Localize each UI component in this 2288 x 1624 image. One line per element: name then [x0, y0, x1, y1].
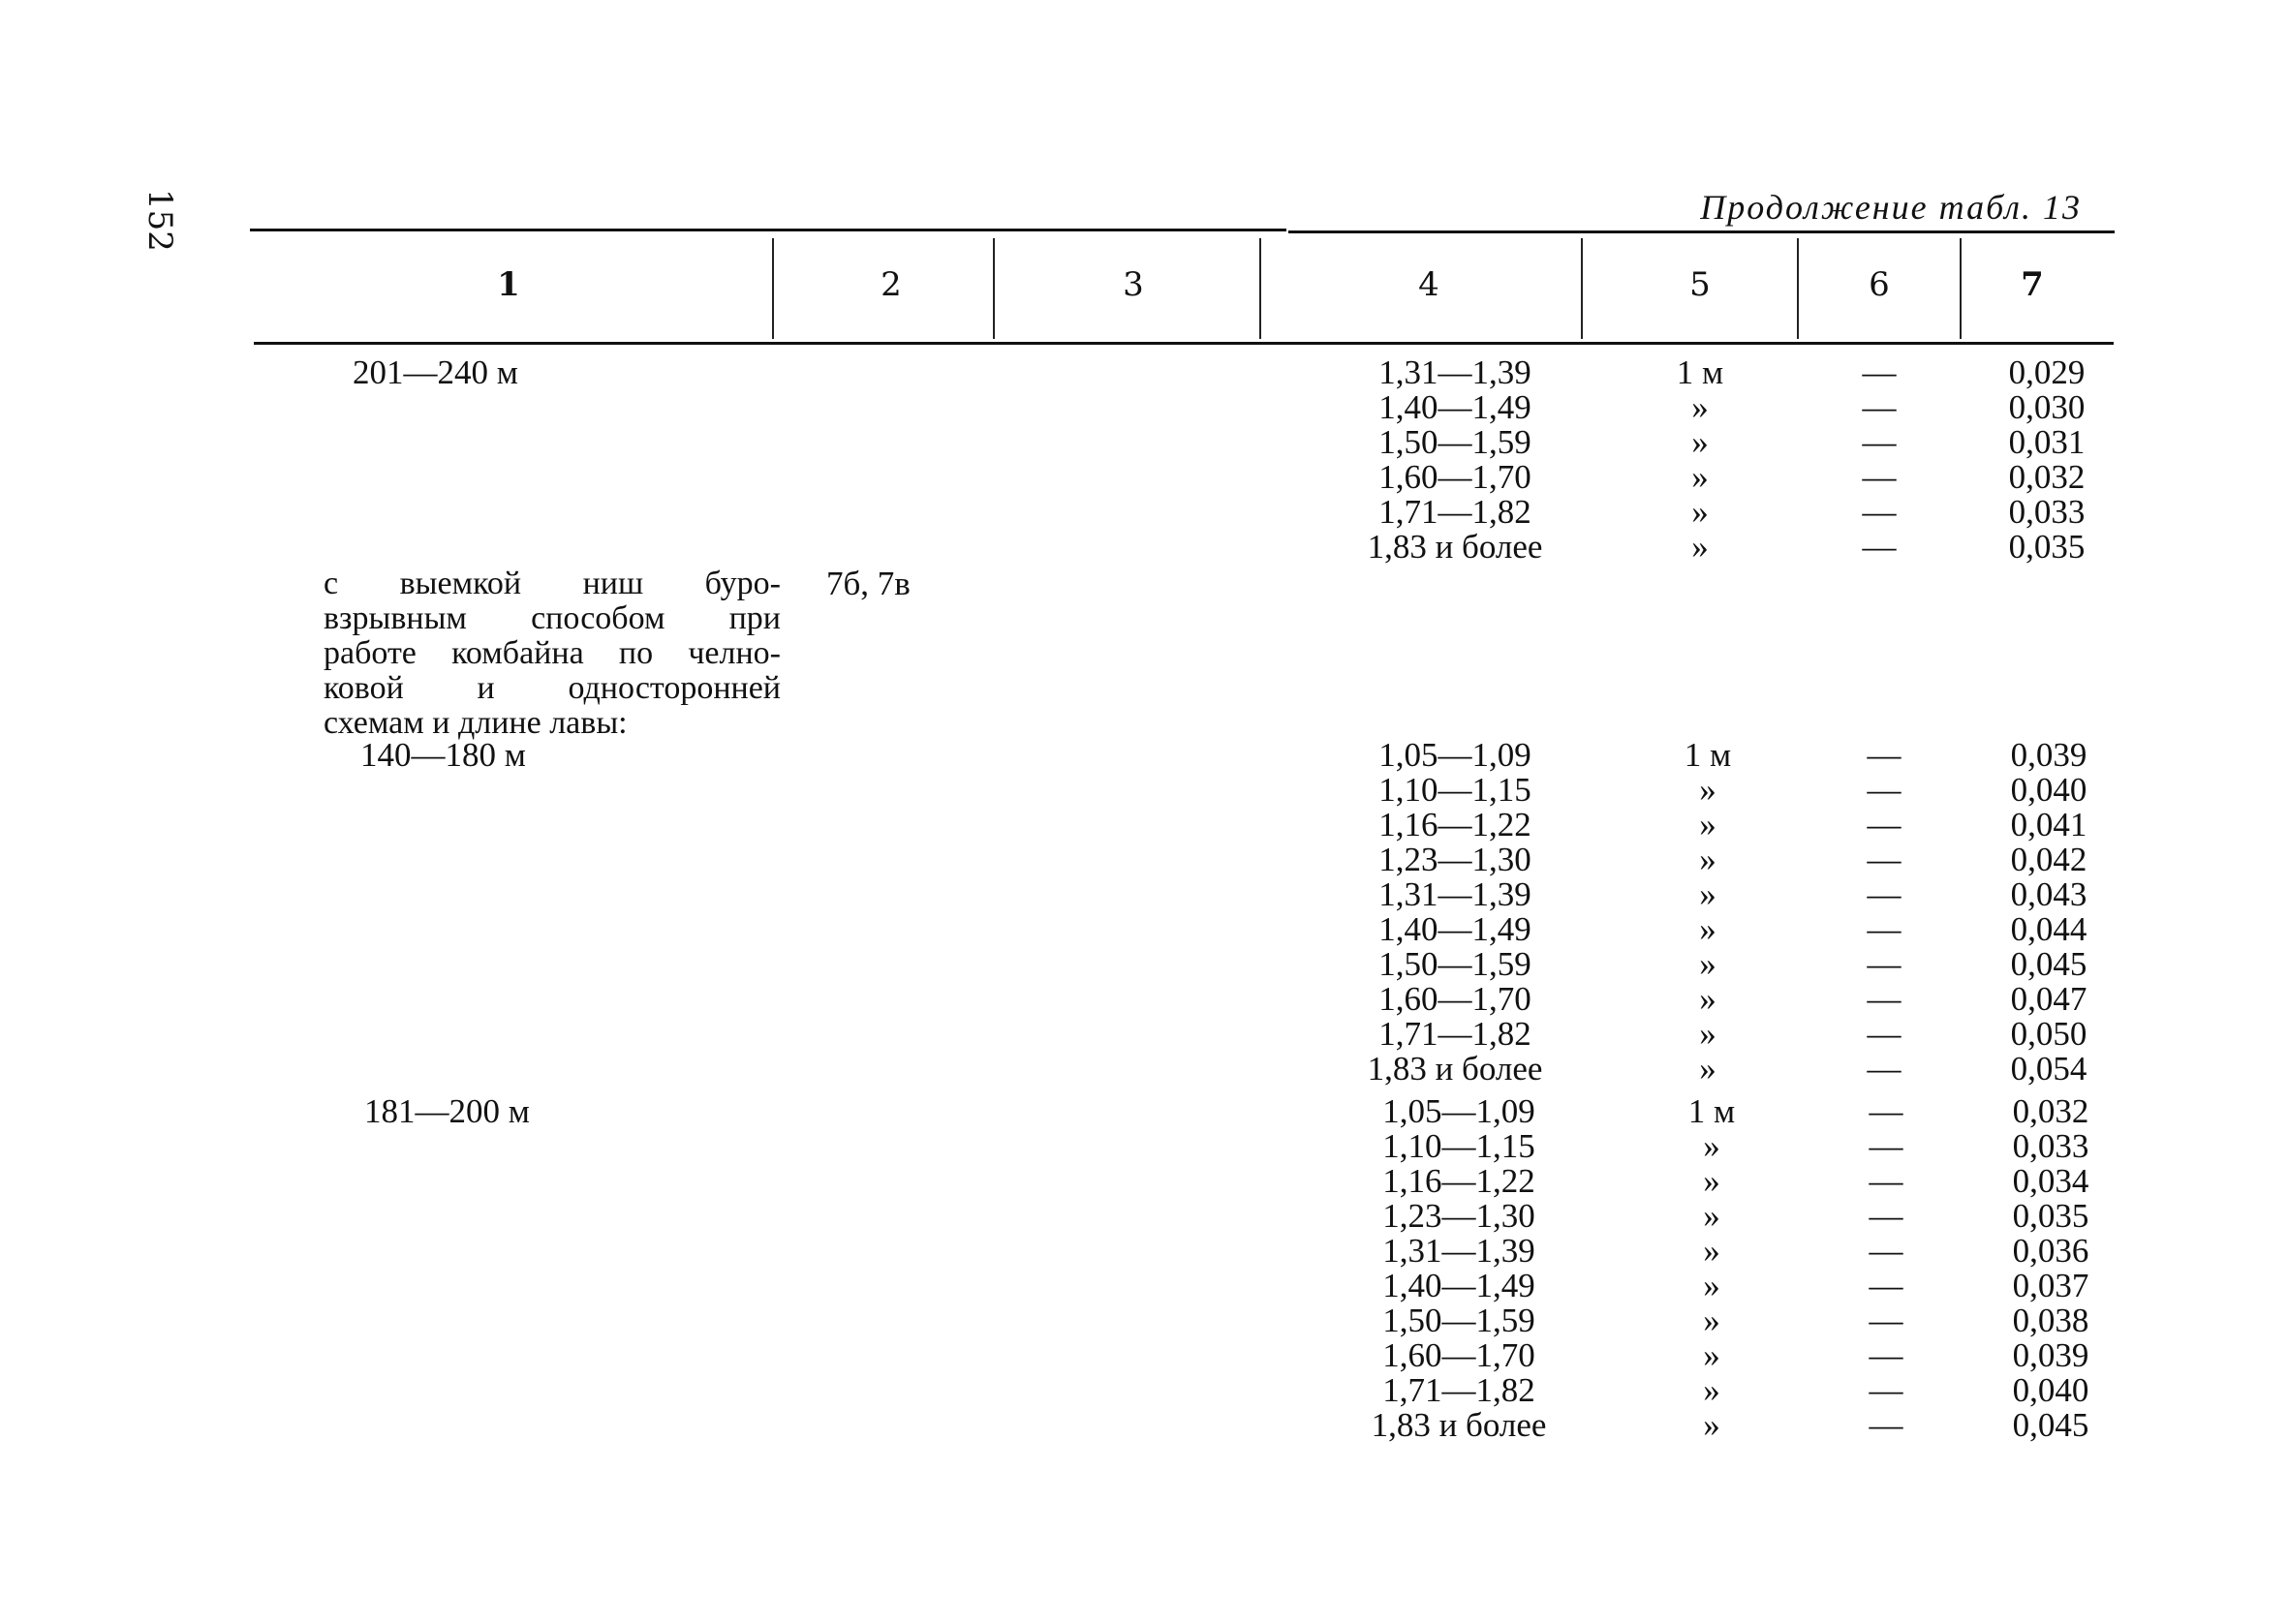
- description-line: схемам и длине лавы:: [324, 705, 628, 741]
- range-cell: 1,50—1,59: [1378, 423, 1531, 461]
- dash-cell: —: [1869, 1162, 1903, 1200]
- header-col-5: 5: [1689, 265, 1711, 304]
- unit-cell: »: [1699, 945, 1716, 983]
- dash-cell: —: [1867, 736, 1902, 774]
- range-cell: 1,05—1,09: [1378, 736, 1531, 774]
- header-col-2: 2: [881, 265, 902, 304]
- coefficient-cell: 0,036: [2012, 1232, 2089, 1270]
- group-label-181-200: 181—200 м: [364, 1092, 530, 1130]
- dash-cell: —: [1867, 980, 1902, 1018]
- header-separator-5: [1797, 238, 1799, 339]
- header-col-1: 1: [497, 265, 520, 304]
- range-cell: 1,31—1,39: [1378, 875, 1531, 913]
- coefficient-cell: 0,037: [2012, 1267, 2089, 1304]
- range-cell: 1,83 и более: [1367, 1050, 1543, 1088]
- dash-cell: —: [1867, 1050, 1902, 1088]
- description-line: взрывным способом при: [324, 600, 781, 636]
- dash-cell: —: [1867, 841, 1902, 878]
- range-cell: 1,50—1,59: [1378, 945, 1531, 983]
- coefficient-cell: 0,044: [2010, 910, 2087, 948]
- range-cell: 1,10—1,15: [1382, 1127, 1535, 1165]
- unit-cell: »: [1703, 1371, 1720, 1409]
- unit-cell: »: [1699, 1050, 1716, 1088]
- group-label-140-180: 140—180 м: [360, 736, 526, 774]
- coefficient-cell: 0,045: [2012, 1406, 2089, 1444]
- dash-cell: —: [1869, 1406, 1903, 1444]
- unit-cell: 1 м: [1676, 353, 1724, 391]
- dash-cell: —: [1869, 1302, 1903, 1339]
- unit-cell: »: [1703, 1197, 1720, 1235]
- coefficient-cell: 0,035: [2008, 528, 2086, 566]
- range-cell: 1,60—1,70: [1378, 980, 1531, 1018]
- dash-cell: —: [1862, 458, 1897, 496]
- header-top-rule: [250, 229, 1286, 231]
- dash-cell: —: [1862, 353, 1897, 391]
- range-cell: 1,31—1,39: [1378, 353, 1531, 391]
- unit-cell: 1 м: [1687, 1092, 1736, 1130]
- range-cell: 1,40—1,49: [1378, 910, 1531, 948]
- unit-cell: »: [1699, 875, 1716, 913]
- description-line: с выемкой ниш буро-: [324, 566, 781, 601]
- coefficient-cell: 0,034: [2012, 1162, 2089, 1200]
- coefficient-cell: 0,033: [2008, 493, 2086, 531]
- coefficient-cell: 0,039: [2010, 736, 2087, 774]
- dash-cell: —: [1867, 1015, 1902, 1053]
- coefficient-cell: 0,043: [2010, 875, 2087, 913]
- unit-cell: »: [1691, 493, 1709, 531]
- page-number: 152: [140, 189, 179, 252]
- description-text: [324, 567, 781, 741]
- dash-cell: —: [1869, 1371, 1903, 1409]
- unit-cell: »: [1703, 1267, 1720, 1304]
- coefficient-cell: 0,032: [2012, 1092, 2089, 1130]
- range-cell: 1,16—1,22: [1378, 806, 1531, 843]
- unit-cell: »: [1703, 1127, 1720, 1165]
- range-cell: 1,23—1,30: [1378, 841, 1531, 878]
- unit-cell: »: [1691, 388, 1709, 426]
- unit-cell: »: [1699, 910, 1716, 948]
- dash-cell: —: [1862, 388, 1897, 426]
- range-cell: 1,40—1,49: [1382, 1267, 1535, 1304]
- description-column-2: 7б, 7в: [826, 565, 911, 602]
- coefficient-cell: 0,042: [2010, 841, 2087, 878]
- range-cell: 1,40—1,49: [1378, 388, 1531, 426]
- range-cell: 1,16—1,22: [1382, 1162, 1535, 1200]
- coefficient-cell: 0,038: [2012, 1302, 2089, 1339]
- unit-cell: »: [1703, 1162, 1720, 1200]
- header-separator-1: [772, 238, 774, 339]
- dash-cell: —: [1869, 1127, 1903, 1165]
- range-cell: 1,23—1,30: [1382, 1197, 1535, 1235]
- coefficient-cell: 0,040: [2012, 1371, 2089, 1409]
- coefficient-cell: 0,040: [2010, 771, 2087, 809]
- unit-cell: 1 м: [1684, 736, 1732, 774]
- coefficient-cell: 0,033: [2012, 1127, 2089, 1165]
- coefficient-cell: 0,039: [2012, 1336, 2089, 1374]
- unit-cell: »: [1703, 1406, 1720, 1444]
- dash-cell: —: [1867, 945, 1902, 983]
- range-cell: 1,60—1,70: [1378, 458, 1531, 496]
- dash-cell: —: [1869, 1232, 1903, 1270]
- range-cell: 1,83 и более: [1367, 528, 1543, 566]
- unit-cell: »: [1691, 458, 1709, 496]
- unit-cell: »: [1699, 841, 1716, 878]
- coefficient-cell: 0,047: [2010, 980, 2087, 1018]
- header-col-7: 7: [2021, 265, 2044, 304]
- range-cell: 1,71—1,82: [1378, 493, 1531, 531]
- header-col-6: 6: [1869, 265, 1890, 304]
- dash-cell: —: [1867, 875, 1902, 913]
- range-cell: 1,60—1,70: [1382, 1336, 1535, 1374]
- unit-cell: »: [1699, 980, 1716, 1018]
- header-separator-6: [1960, 238, 1962, 339]
- range-cell: 1,83 и более: [1371, 1406, 1547, 1444]
- unit-cell: »: [1703, 1232, 1720, 1270]
- continuation-title: Продолжение табл. 13: [1700, 188, 2082, 227]
- coefficient-cell: 0,054: [2010, 1050, 2087, 1088]
- coefficient-cell: 0,031: [2008, 423, 2086, 461]
- header-separator-2: [993, 238, 995, 339]
- dash-cell: —: [1862, 528, 1897, 566]
- range-cell: 1,50—1,59: [1382, 1302, 1535, 1339]
- coefficient-cell: 0,035: [2012, 1197, 2089, 1235]
- unit-cell: »: [1703, 1336, 1720, 1374]
- header-separator-3: [1259, 238, 1261, 339]
- range-cell: 1,71—1,82: [1378, 1015, 1531, 1053]
- unit-cell: »: [1703, 1302, 1720, 1339]
- range-cell: 1,10—1,15: [1378, 771, 1531, 809]
- header-bottom-rule: [254, 342, 2114, 345]
- dash-cell: —: [1867, 910, 1902, 948]
- range-cell: 1,05—1,09: [1382, 1092, 1535, 1130]
- description-line: работе комбайна по челно-: [324, 635, 781, 671]
- coefficient-cell: 0,045: [2010, 945, 2087, 983]
- group-label-201-240: 201—240 м: [353, 353, 518, 391]
- header-col-3: 3: [1123, 265, 1144, 304]
- unit-cell: »: [1699, 771, 1716, 809]
- header-col-4: 4: [1418, 265, 1439, 304]
- coefficient-cell: 0,029: [2008, 353, 2086, 391]
- header-top-rule-right: [1288, 230, 2115, 233]
- dash-cell: —: [1862, 493, 1897, 531]
- dash-cell: —: [1869, 1092, 1903, 1130]
- coefficient-cell: 0,032: [2008, 458, 2086, 496]
- range-cell: 1,71—1,82: [1382, 1371, 1535, 1409]
- dash-cell: —: [1869, 1267, 1903, 1304]
- unit-cell: »: [1699, 806, 1716, 843]
- coefficient-cell: 0,030: [2008, 388, 2086, 426]
- unit-cell: »: [1691, 423, 1709, 461]
- description-line: ковой и односторонней: [324, 670, 781, 706]
- unit-cell: »: [1691, 528, 1709, 566]
- dash-cell: —: [1869, 1336, 1903, 1374]
- dash-cell: —: [1869, 1197, 1903, 1235]
- coefficient-cell: 0,050: [2010, 1015, 2087, 1053]
- range-cell: 1,31—1,39: [1382, 1232, 1535, 1270]
- unit-cell: »: [1699, 1015, 1716, 1053]
- header-separator-4: [1581, 238, 1583, 339]
- dash-cell: —: [1867, 806, 1902, 843]
- coefficient-cell: 0,041: [2010, 806, 2087, 843]
- dash-cell: —: [1867, 771, 1902, 809]
- dash-cell: —: [1862, 423, 1897, 461]
